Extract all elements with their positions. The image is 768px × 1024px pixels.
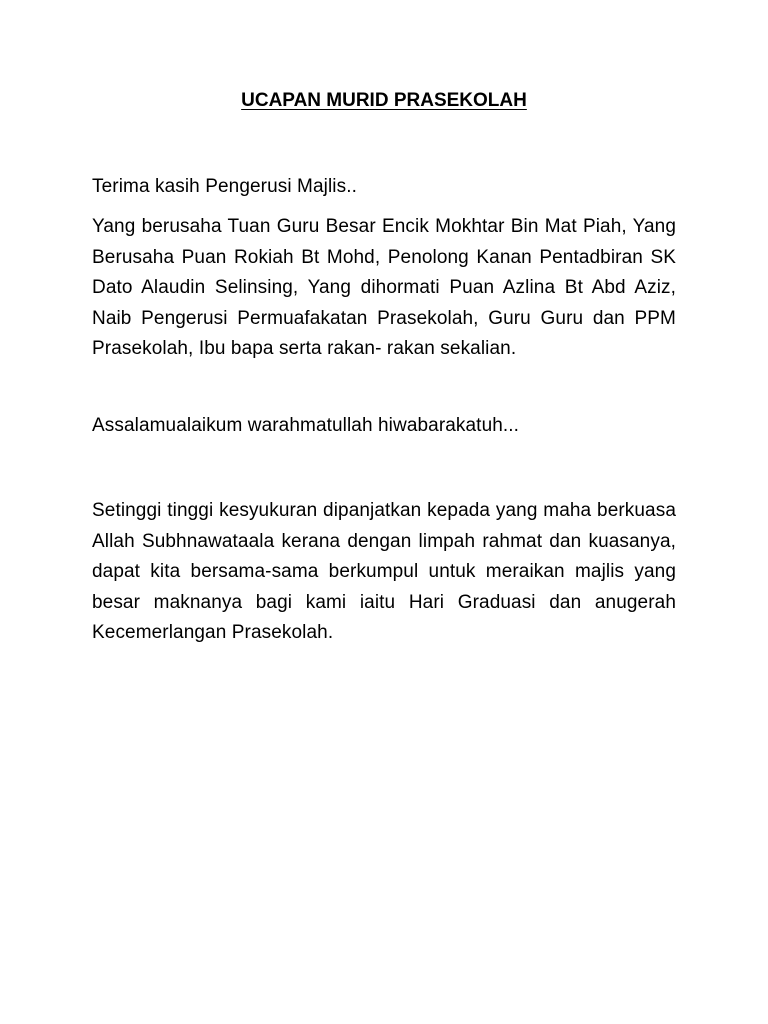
- paragraph-salutations: Yang berusaha Tuan Guru Besar Encik Mokhtar Bin Mat Piah, Yang Berusaha Puan Rokiah Bt Mohd, Penolong Kanan Pentadbiran SK Dato Alaudin Selinsing, Yang dihormati Puan Azlina Bt Abd Aziz, Naib Pengerusi Permuafakatan Prasekolah, Guru Guru dan PPM Prasekolah, Ibu bapa serta rakan- rakan sekalian.: [92, 216, 676, 359]
- paragraph-gratitude: Setinggi tinggi kesyukuran dipanjatkan kepada yang maha berkuasa Allah Subhnawataala kerana dengan limpah rahmat dan kuasanya, dapat kita bersama-sama berkumpul untuk meraikan majlis yang besar maknanya bagi kami iaitu Hari Graduasi dan anugerah Kecemerlangan Prasekolah.: [92, 500, 676, 643]
- paragraph-salam: Assalamualaikum warahmatullah hiwabarakatuh...: [92, 415, 520, 436]
- paragraph-greeting: Terima kasih Pengerusi Majlis..: [92, 176, 357, 197]
- page-title: UCAPAN MURID PRASEKOLAH: [241, 90, 527, 111]
